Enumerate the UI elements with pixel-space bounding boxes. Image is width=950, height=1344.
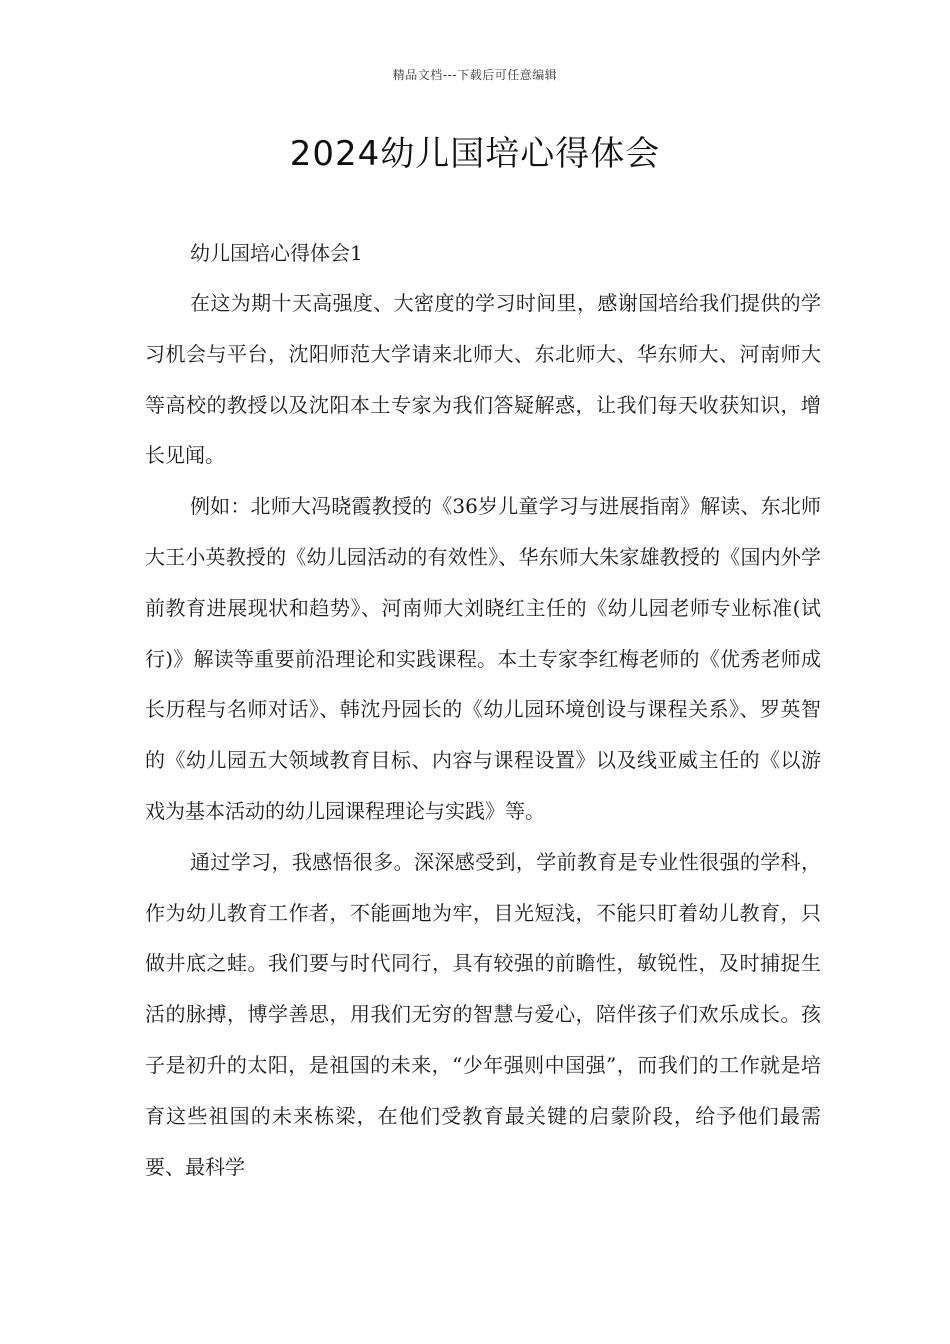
document-body — [145, 228, 821, 1192]
paragraph-2: 例如：北师大冯晓霞教授的《36岁儿童学习与进展指南》解读、东北师大王小英教授的《幼儿园活动的有效性》、华东师大朱家雄教授的《国内外学前教育进展现状和趋势》、河南师大刘晓红主任的《幼儿园老师专业标准(试行)》解读等重要前沿理论和实践课程。本土专家李红梅老师的《优秀老师成长历程与名师对话》、韩沈丹园长的《幼儿园环境创设与课程关系》、罗英智的《幼儿园五大领域教育目标、内容与课程设置》以及线亚威主任的《以游戏为基本活动的幼儿园课程理论与实践》等。 — [145, 494, 821, 823]
paragraph-1: 在这为期十天高强度、大密度的学习时间里，感谢国培给我们提供的学习机会与平台，沈阳师范大学请来北师大、东北师大、华东师大、河南师大等高校的教授以及沈阳本土专家为我们答疑解惑，让我们每天收获知识，增长见闻。 — [145, 291, 821, 468]
section-heading: 幼儿国培心得体会1 — [190, 241, 363, 265]
document-title: 2024幼儿国培心得体会 — [289, 134, 661, 174]
header-note: 精品文档---下载后可任意编辑 — [392, 68, 558, 82]
paragraph-3: 通过学习，我感悟很多。深深感受到，学前教育是专业性很强的学科，作为幼儿教育工作者，不能画地为牢，目光短浅，不能只盯着幼儿教育，只做井底之蛙。我们要与时代同行，具有较强的前瞻性，敏锐性，及时捕捉生活的脉搏，博学善思，用我们无穷的智慧与爱心，陪伴孩子们欢乐成长。孩子是初升的太阳，是祖国的未来，“少年强则中国强”，而我们的工作就是培育这些祖国的未来栋梁，在他们受教育最关键的启蒙阶段，给予他们最需要、最科学 — [145, 849, 821, 1179]
